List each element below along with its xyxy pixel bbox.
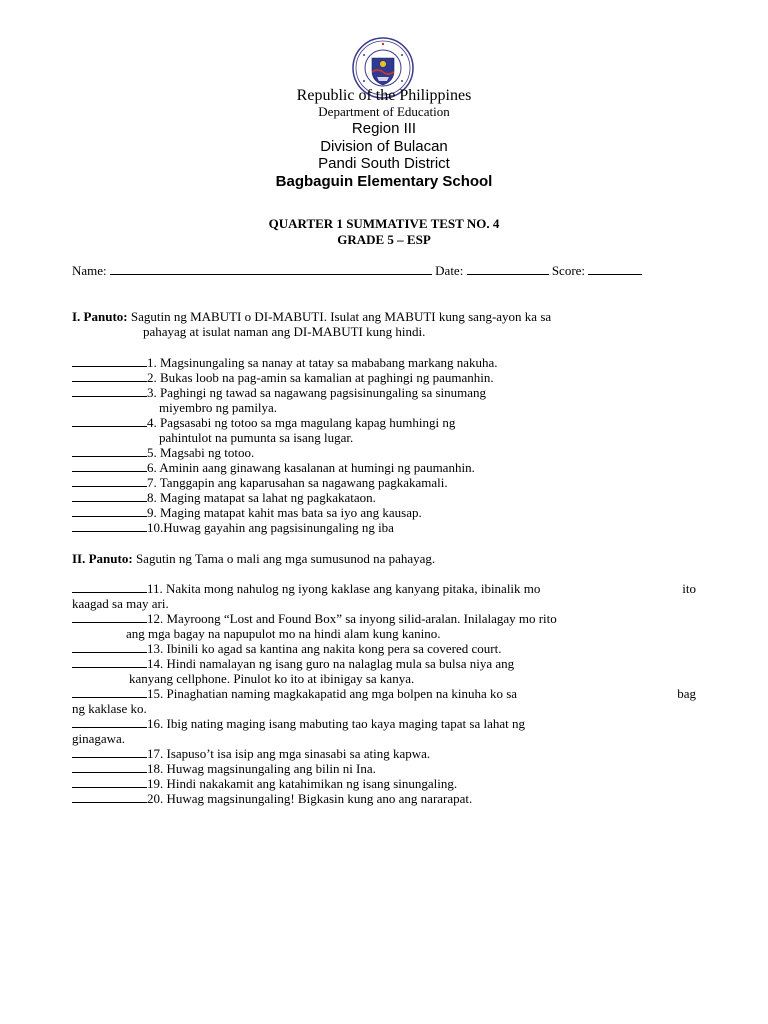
answer-blank-20[interactable] <box>72 791 147 803</box>
question-8: 8. Maging matapat sa lahat ng pagkakataon. <box>72 490 376 505</box>
question-5: 5. Magsabi ng totoo. <box>72 445 254 460</box>
answer-blank-7[interactable] <box>72 475 147 487</box>
answer-blank-3[interactable] <box>72 385 147 397</box>
country-title: Republic of the Philippines <box>296 87 472 104</box>
answer-blank-8[interactable] <box>72 490 147 502</box>
question-12: 12. Mayroong “Lost and Found Box” sa inyong silid-aralan. Inilalagay mo rito <box>72 611 557 626</box>
part2-instruction-text: Sagutin ng Tama o mali ang mga sumusunod na pahayag. <box>135 551 436 566</box>
question-12-cont: ang mga bagay na napupulot mo na hindi alam kung kanino. <box>126 626 441 641</box>
district-title: Pandi South District <box>318 155 450 172</box>
name-field[interactable] <box>110 263 432 275</box>
question-11-trail: ito <box>682 581 696 596</box>
part1-heading: I. Panuto: <box>72 309 128 324</box>
answer-blank-14[interactable] <box>72 656 147 668</box>
question-2: 2. Bukas loob na pag-amin sa kamalian at paghingi ng paumanhin. <box>72 370 494 385</box>
date-label: Date: <box>435 263 464 278</box>
question-11-cont: kaagad sa may ari. <box>72 596 169 611</box>
question-15-trail: bag <box>677 686 696 701</box>
test-subtitle: GRADE 5 – ESP <box>337 232 431 247</box>
test-title: QUARTER 1 SUMMATIVE TEST NO. 4 <box>268 216 500 231</box>
answer-blank-1[interactable] <box>72 355 147 367</box>
part1-instruction-line1: Sagutin ng MABUTI o DI-MABUTI. Isulat ang MABUTI kung sang-ayon ka sa <box>130 309 552 324</box>
question-13: 13. Ibinili ko agad sa kantina ang nakita kong pera sa covered court. <box>72 641 502 656</box>
question-11: 11. Nakita mong nahulog ng iyong kaklase ang kanyang pitaka, ibinalik mo <box>72 581 540 596</box>
department-title: Department of Education <box>318 104 450 119</box>
question-3-cont: miyembro ng pamilya. <box>159 400 278 415</box>
part1-instruction-line2: pahayag at isulat naman ang DI-MABUTI kung hindi. <box>143 324 426 339</box>
question-1: 1. Magsinungaling sa nanay at tatay sa mababang markang nakuha. <box>72 355 498 370</box>
question-14: 14. Hindi namalayan ng isang guro na nalaglag mula sa bulsa niya ang <box>72 656 514 671</box>
question-10: 10.Huwag gayahin ang pagsisinungaling ng iba <box>72 520 394 535</box>
answer-blank-16[interactable] <box>72 716 147 728</box>
question-14-cont: kanyang cellphone. Pinulot ko ito at ibinigay sa kanya. <box>129 671 415 686</box>
answer-blank-4[interactable] <box>72 415 147 427</box>
question-15: 15. Pinaghatian naming magkakapatid ang mga bolpen na kinuha ko sa <box>72 686 517 701</box>
region-title: Region III <box>351 120 417 137</box>
question-9: 9. Maging matapat kahit mas bata sa iyo ang kausap. <box>72 505 422 520</box>
answer-blank-2[interactable] <box>72 370 147 382</box>
question-6: 6. Aminin aang ginawang kasalanan at humingi ng paumanhin. <box>72 460 475 475</box>
answer-blank-6[interactable] <box>72 460 147 472</box>
answer-blank-5[interactable] <box>72 445 147 457</box>
answer-blank-11[interactable] <box>72 581 147 593</box>
part2-instruction <box>72 551 435 566</box>
division-title: Division of Bulacan <box>320 138 448 155</box>
answer-blank-12[interactable] <box>72 611 147 623</box>
part1-instruction <box>72 309 551 324</box>
question-4-cont: pahintulot na pumunta sa isang lugar. <box>159 430 354 445</box>
student-info-row <box>72 263 642 278</box>
question-18: 18. Huwag magsinungaling ang bilin ni Ina. <box>72 761 376 776</box>
date-field[interactable] <box>467 263 549 275</box>
answer-blank-19[interactable] <box>72 776 147 788</box>
question-19: 19. Hindi nakakamit ang katahimikan ng isang sinungaling. <box>72 776 457 791</box>
question-16: 16. Ibig nating maging isang mabuting tao kaya maging tapat sa lahat ng <box>72 716 525 731</box>
score-label: Score: <box>551 263 586 278</box>
question-3: 3. Paghingi ng tawad sa nagawang pagsisinungaling sa sinumang <box>72 385 486 400</box>
answer-blank-13[interactable] <box>72 641 147 653</box>
name-label: Name: <box>72 263 107 278</box>
score-field[interactable] <box>588 263 642 275</box>
question-4: 4. Pagsasabi ng totoo sa mga magulang kapag humhingi ng <box>72 415 455 430</box>
question-15-cont: ng kaklase ko. <box>72 701 147 716</box>
answer-blank-9[interactable] <box>72 505 147 517</box>
question-16-cont: ginagawa. <box>72 731 126 746</box>
answer-blank-18[interactable] <box>72 761 147 773</box>
answer-blank-17[interactable] <box>72 746 147 758</box>
question-17: 17. Isapuso’t isa isip ang mga sinasabi sa ating kapwa. <box>72 746 430 761</box>
question-20: 20. Huwag magsinungaling! Bigkasin kung ano ang nararapat. <box>72 791 472 806</box>
question-7: 7. Tanggapin ang kaparusahan sa nagawang pagkakamali. <box>72 475 448 490</box>
answer-blank-10[interactable] <box>72 520 147 532</box>
school-title: Bagbaguin Elementary School <box>275 173 493 190</box>
answer-blank-15[interactable] <box>72 686 147 698</box>
part2-heading: II. Panuto: <box>72 551 133 566</box>
